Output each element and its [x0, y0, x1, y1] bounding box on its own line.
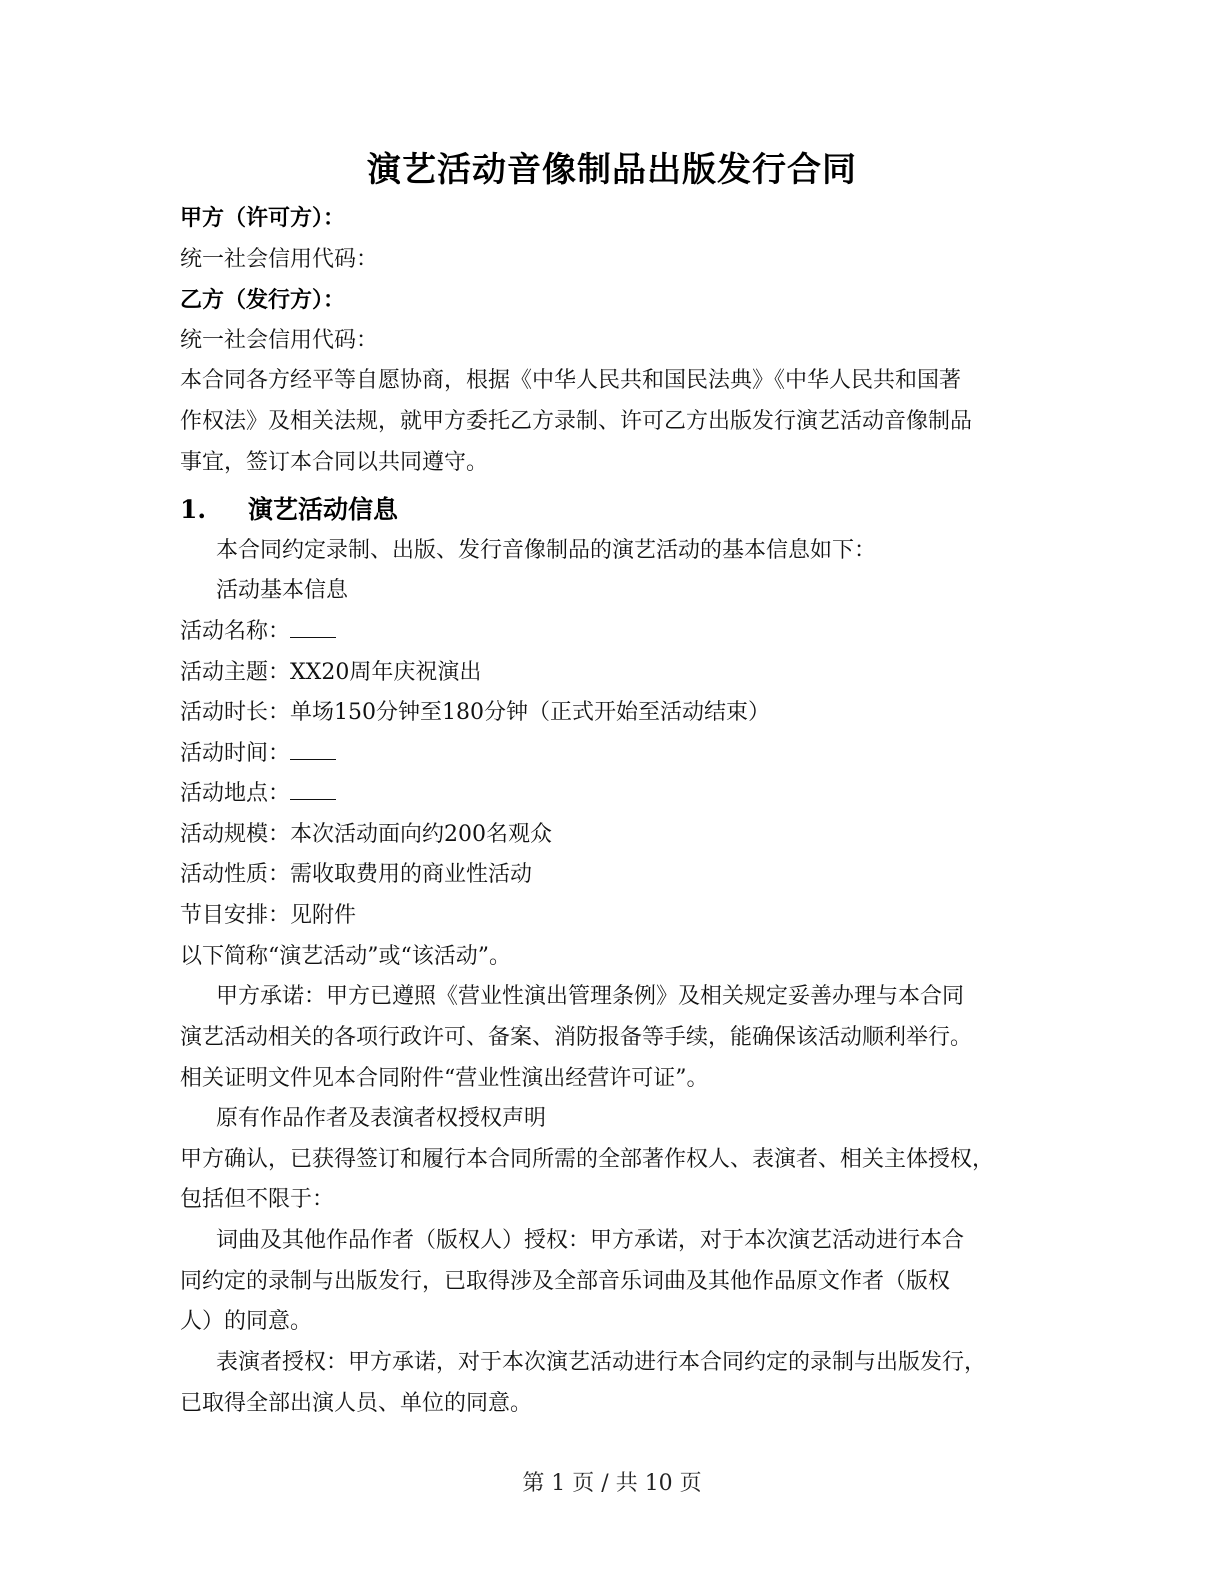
field-activity-time	[180, 739, 336, 769]
preamble-line-1: 本合同各方经平等自愿协商，根据《中华人民共和国民法典》《中华人民共和国著	[180, 368, 962, 393]
party-a-credit-code-label: 统一社会信用代码：	[180, 247, 379, 272]
alias-note: 以下简称“演艺活动”或“该活动”。	[180, 944, 511, 969]
page-number-footer: 第 1 页 / 共 10 页	[522, 1471, 702, 1496]
field-value: 单场150分钟至180分钟（正式开始至活动结束）	[290, 700, 770, 725]
preamble-line-2: 作权法》及相关法规，就甲方委托乙方录制、许可乙方出版发行演艺活动音像制品	[180, 409, 973, 434]
authorization-heading: 原有作品作者及表演者权授权声明	[216, 1106, 547, 1131]
section-1-subheading: 活动基本信息	[216, 578, 349, 603]
field-value: 本次活动面向约200名观众	[290, 822, 553, 847]
field-label: 活动性质：	[180, 862, 291, 887]
field-activity-name	[180, 617, 336, 647]
performer-authorization-line-1: 表演者授权：甲方承诺，对于本次演艺活动进行本合同约定的录制与出版发行，	[216, 1350, 987, 1375]
field-value: 需收取费用的商业性活动	[290, 862, 533, 887]
field-label: 活动地点：	[180, 781, 291, 806]
section-1-title: 演艺活动信息	[248, 495, 399, 524]
authorization-intro-line-2: 包括但不限于：	[180, 1187, 335, 1212]
section-1-intro: 本合同约定录制、出版、发行音像制品的演艺活动的基本信息如下：	[216, 538, 877, 563]
field-label: 节目安排：	[180, 903, 291, 928]
commitment-line-2: 演艺活动相关的各项行政许可、备案、消防报备等手续，能确保该活动顺利举行。	[180, 1025, 973, 1050]
section-1-number: 1.	[180, 495, 207, 524]
party-a-label: 甲方（许可方）：	[180, 205, 346, 231]
field-label: 活动时长：	[180, 700, 291, 725]
field-value: 见附件	[290, 903, 357, 928]
field-label: 活动时间：	[180, 741, 291, 766]
authorization-intro-line-1: 甲方确认，已获得签订和履行本合同所需的全部著作权人、表演者、相关主体授权，	[180, 1147, 995, 1172]
performer-authorization-line-2: 已取得全部出演人员、单位的同意。	[180, 1391, 533, 1416]
field-activity-location	[180, 779, 336, 809]
lyrics-authorization-line-2: 同约定的录制与出版发行，已取得涉及全部音乐词曲及其他作品原文作者（版权	[180, 1269, 951, 1294]
blank-line	[290, 779, 336, 800]
field-label: 活动主题：	[180, 660, 291, 685]
field-activity-duration	[180, 698, 770, 728]
field-label: 活动名称：	[180, 619, 291, 644]
lyrics-authorization-line-1: 词曲及其他作品作者（版权人）授权：甲方承诺，对于本次演艺活动进行本合	[216, 1228, 965, 1253]
blank-line	[290, 739, 336, 760]
commitment-line-1: 甲方承诺：甲方已遵照《营业性演出管理条例》及相关规定妥善办理与本合同	[216, 984, 965, 1009]
blank-line	[290, 617, 336, 638]
party-b-label: 乙方（发行方）：	[180, 287, 346, 313]
party-b-credit-code-label: 统一社会信用代码：	[180, 328, 379, 353]
field-activity-scale	[180, 820, 552, 850]
field-activity-nature	[180, 860, 532, 890]
field-value: XX20周年庆祝演出	[290, 660, 482, 685]
section-1-heading	[180, 490, 398, 526]
commitment-line-3: 相关证明文件见本合同附件“营业性演出经营许可证”。	[180, 1066, 709, 1091]
field-activity-theme	[180, 658, 481, 688]
document-title: 演艺活动音像制品出版发行合同	[367, 150, 857, 190]
lyrics-authorization-line-3: 人）的同意。	[180, 1309, 313, 1334]
field-program-arrangement	[180, 901, 356, 931]
field-label: 活动规模：	[180, 822, 291, 847]
preamble-line-3: 事宜，签订本合同以共同遵守。	[180, 450, 489, 475]
